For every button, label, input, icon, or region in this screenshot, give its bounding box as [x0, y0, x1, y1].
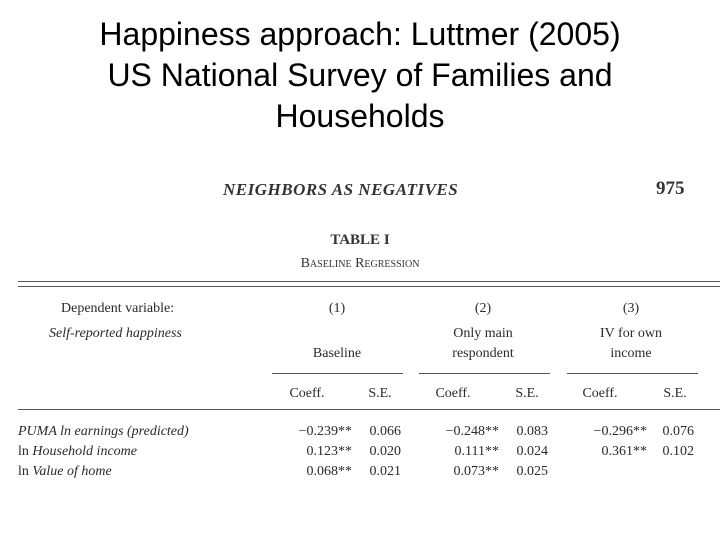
column-number: (3) [622, 301, 640, 316]
column-group-rule [272, 373, 403, 374]
table-cell: 0.076 [662, 424, 694, 439]
row-label: PUMA ln earnings (predicted) [18, 424, 189, 439]
table-cell: 0.123** [306, 444, 352, 459]
table-top-rule [18, 286, 720, 287]
table-cell: 0.066 [369, 424, 401, 439]
column-description: respondent [452, 346, 514, 361]
table-cell: 0.020 [369, 444, 401, 459]
running-head: NEIGHBORS AS NEGATIVES [223, 180, 459, 199]
column-subheader: Coeff. [435, 386, 471, 401]
table-cell: 0.068** [306, 464, 352, 479]
column-description: Only main [453, 326, 513, 341]
column-description: Baseline [312, 346, 362, 361]
page-number: 975 [656, 178, 685, 199]
table-cell: 0.361** [601, 444, 647, 459]
column-description: income [610, 346, 652, 361]
column-number: (1) [328, 301, 346, 316]
table-header-rule [18, 409, 720, 410]
dependent-variable-value: Self-reported happiness [49, 326, 182, 341]
paper-excerpt-image [0, 168, 720, 540]
table-caption: Baseline Regression [300, 256, 420, 271]
table-cell: 0.073** [453, 464, 499, 479]
slide-title-line: Households [275, 98, 445, 134]
table-cell: −0.248** [445, 424, 499, 439]
table-cell: −0.239** [298, 424, 352, 439]
table-cell: 0.024 [516, 444, 548, 459]
table-cell: 0.021 [369, 464, 401, 479]
table-cell: 0.025 [516, 464, 548, 479]
table-top-rule [18, 281, 720, 282]
column-number: (2) [474, 301, 492, 316]
column-description: IV for own [600, 326, 662, 341]
slide-title-line: Happiness approach: Luttmer (2005) [99, 16, 621, 52]
column-subheader: S.E. [368, 386, 392, 401]
column-subheader: Coeff. [289, 386, 325, 401]
table-number: TABLE I [330, 232, 390, 248]
slide-title [0, 14, 720, 137]
column-subheader: S.E. [515, 386, 539, 401]
column-group-rule [567, 373, 698, 374]
table-cell: −0.296** [593, 424, 647, 439]
row-label: ln Household income [18, 444, 137, 459]
row-label: ln Value of home [18, 464, 112, 479]
table-cell: 0.111** [454, 444, 499, 459]
column-subheader: S.E. [663, 386, 687, 401]
dependent-variable-label: Dependent variable: [61, 301, 175, 316]
slide-title-line: US National Survey of Families and [107, 57, 613, 93]
table-cell: 0.102 [662, 444, 694, 459]
column-group-rule [419, 373, 550, 374]
column-subheader: Coeff. [582, 386, 618, 401]
table-cell: 0.083 [516, 424, 548, 439]
